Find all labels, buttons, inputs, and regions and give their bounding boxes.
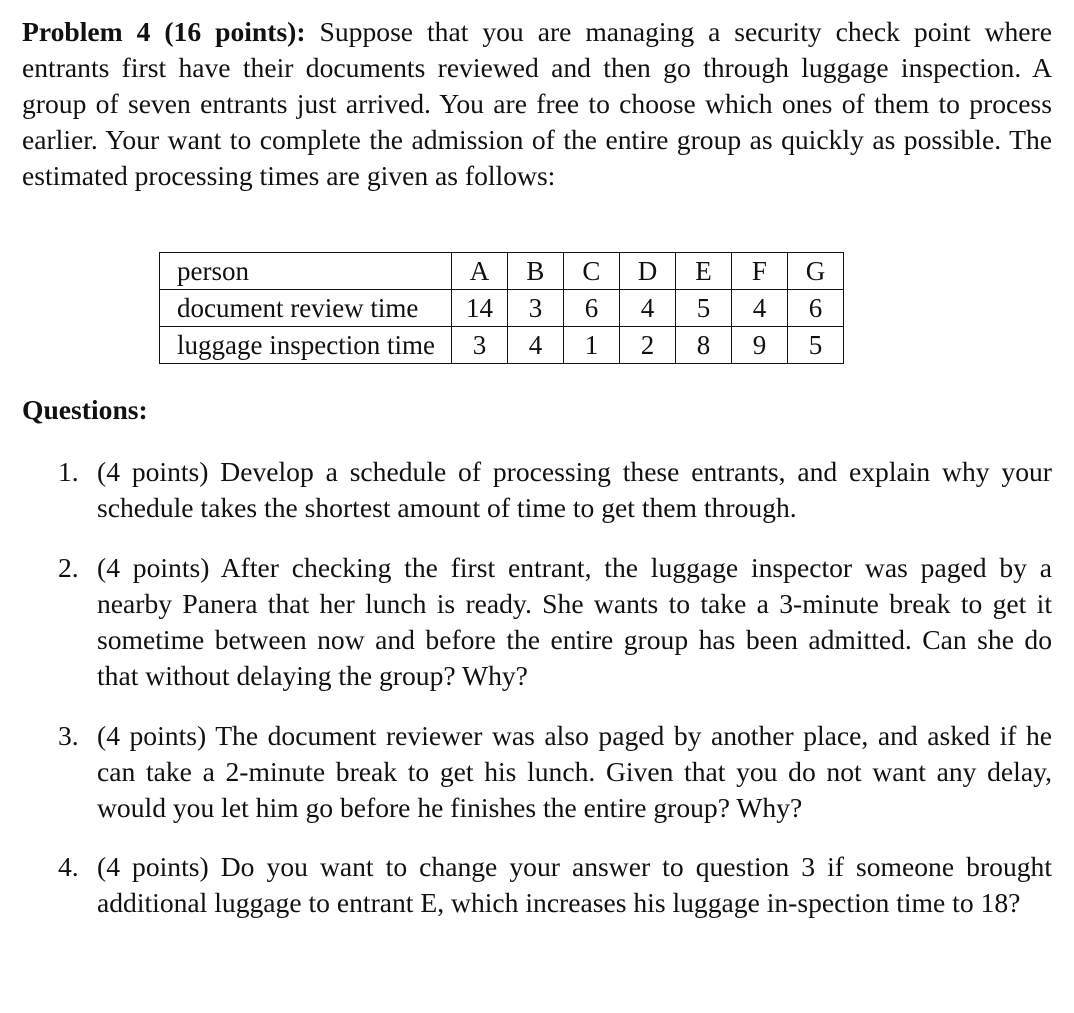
table-row [160,290,844,327]
problem-statement [22,14,1052,194]
questions-heading: Questions: [22,394,148,425]
person-cell: A [451,253,507,290]
table-row [160,253,844,290]
row-label-luggage: luggage inspection time [160,327,452,364]
question-number: 3. [58,720,79,751]
document-time-cell: 6 [563,290,619,327]
row-label-document: document review time [160,290,452,327]
document-time-cell: 3 [507,290,563,327]
luggage-time-cell: 5 [787,327,843,364]
document-time-cell: 4 [619,290,675,327]
question-text: (4 points) Develop a schedule of processing these entrants, and explain why your schedule takes the shortest amount of time to get them through. [97,456,1052,523]
questions-list [22,454,1052,921]
person-cell: G [787,253,843,290]
list-item [22,454,1052,526]
person-cell: B [507,253,563,290]
luggage-time-cell: 4 [507,327,563,364]
document-time-cell: 14 [451,290,507,327]
row-label-person: person [160,253,452,290]
question-number: 2. [58,552,79,583]
document-page [22,14,1052,918]
person-cell: F [731,253,787,290]
question-text: (4 points) The document reviewer was also paged by another place, and asked if he can take a 2-minute break to get his lunch. Given that you do not want any delay, would you let him go before he finishes the entire group? Why? [97,720,1052,823]
processing-times-table [159,252,844,364]
luggage-time-cell: 2 [619,327,675,364]
document-time-cell: 4 [731,290,787,327]
problem-heading: Problem 4 (16 points): [22,16,306,47]
luggage-time-cell: 3 [451,327,507,364]
document-time-cell: 5 [675,290,731,327]
table-row [160,327,844,364]
question-number: 1. [58,456,79,487]
luggage-time-cell: 8 [675,327,731,364]
list-item [22,718,1052,826]
question-text: (4 points) Do you want to change your answer to question 3 if someone brought additional luggage to entrant E, which increases his luggage in-spection time to 18? [97,851,1052,918]
person-cell: D [619,253,675,290]
document-time-cell: 6 [787,290,843,327]
list-item [22,849,1052,921]
question-number: 4. [58,851,79,882]
luggage-time-cell: 9 [731,327,787,364]
list-item [22,550,1052,694]
person-cell: E [675,253,731,290]
person-cell: C [563,253,619,290]
luggage-time-cell: 1 [563,327,619,364]
question-text: (4 points) After checking the first entrant, the luggage inspector was paged by a nearby Panera that her lunch is ready. She wants to take a 3-minute break to get it sometime between now and before the entire group has been admitted. Can she do that without delaying the group? Why? [97,552,1052,691]
problem-text: Suppose that you are managing a security check point where entrants first have their documents reviewed and then go through luggage inspection. A group of seven entrants just arrived. You are free to choose which ones of them to process earlier. Your want to complete the admission of the entire group as quickly as possible. The estimated processing times are given as follows: [22,16,1052,191]
